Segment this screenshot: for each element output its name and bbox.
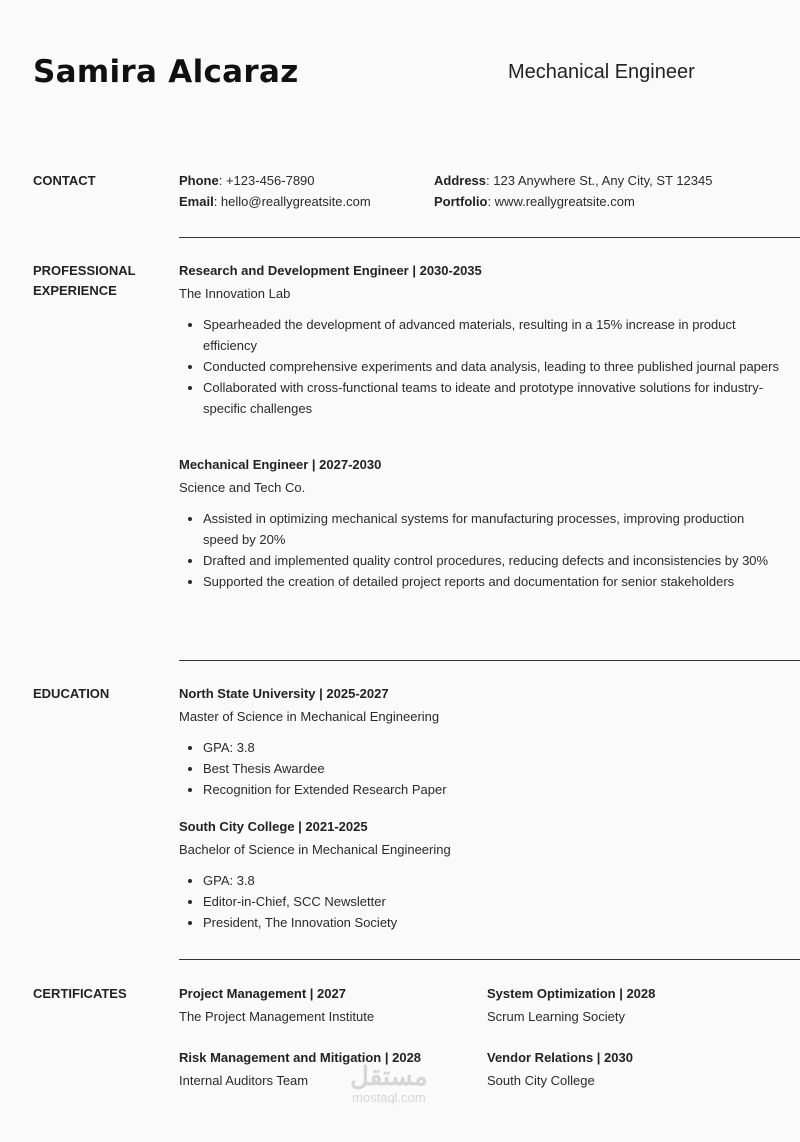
school-title: South City College | 2021-2025 (179, 819, 368, 834)
certificate-issuer: Scrum Learning Society (487, 1009, 626, 1024)
divider (179, 660, 800, 661)
phone-row: Phone: +123-456-7890 (179, 173, 315, 188)
bullet: • Conducted comprehensive experiments and data analysis, leading to three published journal papers (203, 356, 779, 377)
school-title: North State University | 2025-2027 (179, 686, 389, 701)
certificate-item (487, 982, 655, 1028)
email-value[interactable]: hello@reallygreatsite.com (220, 194, 371, 209)
experience-label-line1: PROFESSIONAL (33, 263, 136, 278)
certificate-item (179, 982, 374, 1028)
job-bullets (179, 314, 779, 419)
bullet: • Spearheaded the development of advanced materials, resulting in a 15% increase in product efficiency (203, 314, 779, 356)
degree: Bachelor of Science in Mechanical Engineering (179, 842, 451, 857)
certificate-issuer: South City College (487, 1073, 595, 1088)
certificate-issuer: The Project Management Institute (179, 1009, 375, 1024)
job-bullets (179, 508, 779, 592)
bullet: • GPA: 3.8 (203, 870, 779, 891)
job-entry (179, 453, 779, 592)
candidate-name: Samira Alcaraz (33, 54, 299, 90)
degree: Master of Science in Mechanical Engineering (179, 709, 440, 724)
bullet: • Best Thesis Awardee (203, 758, 779, 779)
job-entry (179, 259, 779, 419)
education-bullets (179, 737, 779, 800)
job-company: Science and Tech Co. (179, 480, 306, 495)
portfolio-value[interactable]: www.reallygreatsite.com (494, 194, 635, 209)
experience-label-line2: EXPERIENCE (33, 283, 117, 298)
experience-label (33, 261, 136, 301)
watermark-site: mostaql.com (352, 1090, 426, 1105)
certificate-title: System Optimization | 2028 (487, 986, 656, 1001)
certificate-title: Project Management | 2027 (179, 986, 346, 1001)
watermark (350, 1062, 428, 1105)
phone-label: Phone (179, 173, 219, 188)
education-entry (179, 682, 779, 800)
bullet: • President, The Innovation Society (203, 912, 779, 933)
certificate-title: Vendor Relations | 2030 (487, 1050, 633, 1065)
certificate-item (487, 1046, 633, 1092)
portfolio-row: Portfolio: www.reallygreatsite.com (434, 194, 635, 209)
job-company: The Innovation Lab (179, 286, 291, 301)
contact-col-1 (179, 170, 371, 212)
certificate-title: Risk Management and Mitigation | 2028 (179, 1050, 422, 1065)
address-value: 123 Anywhere St., Any City, ST 12345 (493, 173, 713, 188)
email-row: Email: hello@reallygreatsite.com (179, 194, 371, 209)
divider (179, 237, 800, 238)
bullet: • Assisted in optimizing mechanical systems for manufacturing processes, improving production speed by 20% (203, 508, 779, 550)
job-title: Research and Development Engineer | 2030-2035 (179, 263, 482, 278)
certificates-label: CERTIFICATES (33, 986, 127, 1001)
education-bullets (179, 870, 779, 933)
phone-value: +123-456-7890 (225, 173, 315, 188)
certificate-issuer: Internal Auditors Team (179, 1073, 309, 1088)
bullet: • Recognition for Extended Research Paper (203, 779, 779, 800)
address-row: Address: 123 Anywhere St., Any City, ST 12345 (434, 173, 713, 188)
divider (179, 959, 800, 960)
education-label: EDUCATION (33, 686, 110, 701)
address-label: Address (434, 173, 487, 188)
portfolio-label: Portfolio (434, 194, 488, 209)
bullet: • GPA: 3.8 (203, 737, 779, 758)
education-entry (179, 815, 779, 933)
email-label: Email (179, 194, 214, 209)
bullet: • Supported the creation of detailed project reports and documentation for senior stakeholders (203, 571, 779, 592)
job-title: Mechanical Engineer | 2027-2030 (179, 457, 382, 472)
contact-col-2 (434, 170, 712, 212)
watermark-arabic: مستقل (350, 1061, 428, 1091)
bullet: • Drafted and implemented quality control procedures, reducing defects and inconsistencies by 30% (203, 550, 779, 571)
bullet: • Editor-in-Chief, SCC Newsletter (203, 891, 779, 912)
contact-label: CONTACT (33, 173, 96, 188)
candidate-title: Mechanical Engineer (508, 61, 695, 83)
bullet: • Collaborated with cross-functional teams to ideate and prototype innovative solutions for industry-specific challenges (203, 377, 779, 419)
